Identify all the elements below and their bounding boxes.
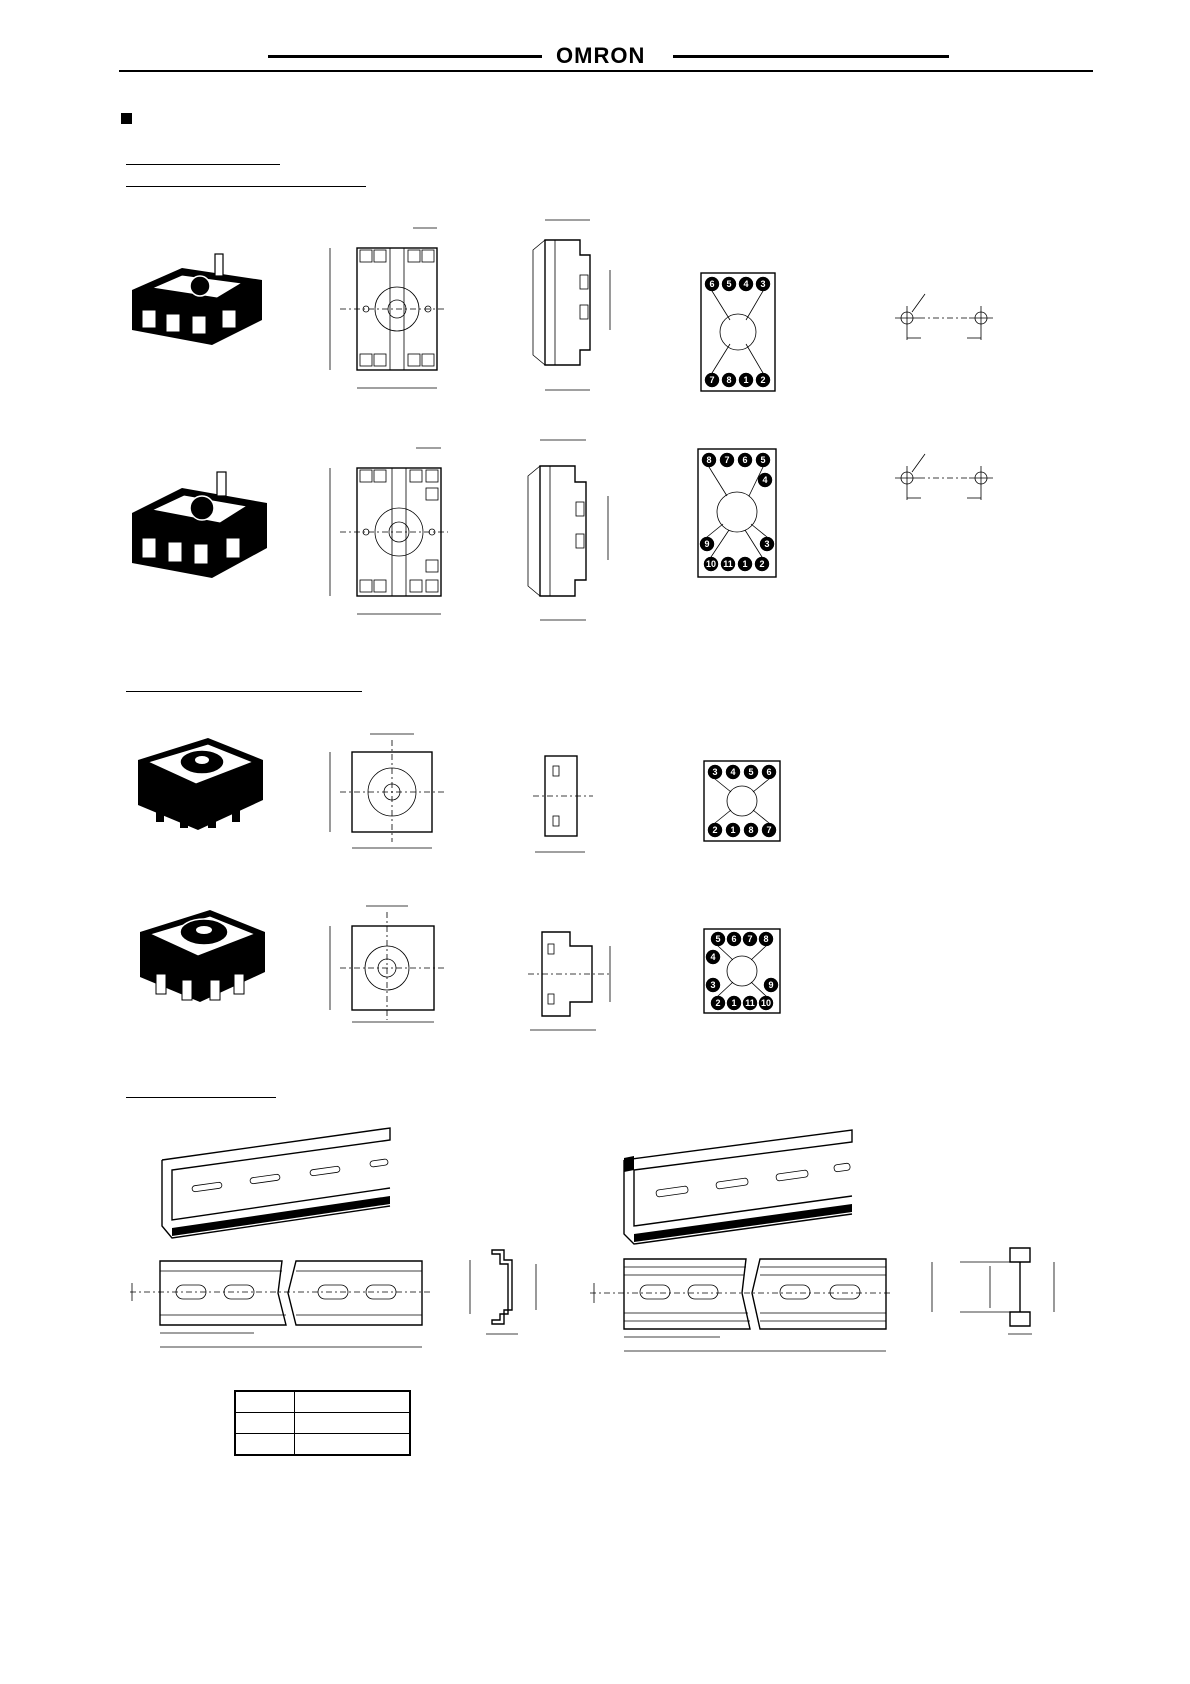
pin-label: 2 bbox=[712, 825, 718, 835]
table-row bbox=[235, 1413, 410, 1434]
pin-label: 3 bbox=[760, 279, 766, 289]
pin-label: 11 bbox=[745, 998, 755, 1008]
mounting-holes-b bbox=[885, 440, 1015, 510]
din-rail-b-perspective bbox=[612, 1130, 862, 1260]
rail-spec-table bbox=[234, 1390, 411, 1456]
pinout-b bbox=[697, 448, 777, 578]
header-rule-right bbox=[673, 55, 949, 58]
table-row bbox=[235, 1434, 410, 1456]
pin-label: 6 bbox=[742, 455, 748, 465]
pin-label: 10 bbox=[760, 998, 772, 1008]
pin-label: 8 bbox=[726, 375, 732, 385]
table-cell bbox=[235, 1434, 295, 1456]
socket-b-front-view bbox=[320, 440, 450, 630]
pin-label: 2 bbox=[760, 375, 766, 385]
table-cell bbox=[235, 1391, 295, 1413]
pinout-c bbox=[703, 760, 781, 842]
pin-label: 2 bbox=[715, 998, 721, 1008]
socket-b-side-view bbox=[520, 430, 620, 630]
pin-label: 8 bbox=[748, 825, 754, 835]
pin-label: 1 bbox=[742, 559, 748, 569]
din-rail-a-plan bbox=[120, 1255, 430, 1365]
socket-d-photo bbox=[130, 902, 270, 1012]
socket-c-side-view bbox=[525, 740, 605, 860]
socket-a-side-view bbox=[525, 210, 625, 400]
pin-label: 2 bbox=[759, 559, 765, 569]
pin-label: 11 bbox=[723, 559, 733, 569]
pin-label: 7 bbox=[724, 455, 730, 465]
section-underline-3 bbox=[126, 691, 362, 692]
header-rule-left bbox=[268, 55, 542, 58]
pin-label: 1 bbox=[730, 825, 736, 835]
section-underline-1 bbox=[126, 164, 280, 165]
pin-label: 7 bbox=[709, 375, 715, 385]
socket-c-front-view bbox=[320, 730, 450, 850]
pin-label: 9 bbox=[704, 539, 710, 549]
pin-label: 1 bbox=[743, 375, 749, 385]
din-rail-a-section bbox=[462, 1240, 552, 1340]
header-rule-full bbox=[119, 70, 1093, 72]
pin-label: 6 bbox=[709, 279, 715, 289]
pin-label: 10 bbox=[705, 559, 717, 569]
section-underline-4 bbox=[126, 1097, 276, 1098]
mounting-holes-a bbox=[885, 280, 1015, 350]
pin-label: 9 bbox=[768, 980, 774, 990]
section-bullet bbox=[121, 113, 132, 124]
pin-label: 4 bbox=[710, 952, 716, 962]
pin-label: 5 bbox=[726, 279, 732, 289]
table-row bbox=[235, 1391, 410, 1413]
table-cell bbox=[235, 1413, 295, 1434]
din-rail-b-section bbox=[920, 1240, 1070, 1340]
pin-label: 5 bbox=[748, 767, 754, 777]
pin-label: 3 bbox=[710, 980, 716, 990]
din-rail-b-plan bbox=[580, 1255, 890, 1365]
pin-label: 8 bbox=[763, 934, 769, 944]
table-cell bbox=[295, 1413, 411, 1434]
din-rail-a-perspective bbox=[150, 1128, 400, 1258]
pin-label: 1 bbox=[731, 998, 737, 1008]
pin-label: 3 bbox=[712, 767, 718, 777]
pin-label: 5 bbox=[760, 455, 766, 465]
socket-d-side-view bbox=[520, 910, 620, 1040]
pin-label: 6 bbox=[766, 767, 772, 777]
pin-label: 4 bbox=[762, 475, 768, 485]
pinout-d bbox=[703, 928, 781, 1014]
pin-label: 7 bbox=[766, 825, 772, 835]
pin-label: 7 bbox=[747, 934, 753, 944]
table-cell bbox=[295, 1391, 411, 1413]
table-cell bbox=[295, 1434, 411, 1456]
pin-label: 3 bbox=[764, 539, 770, 549]
brand-logo: OMRON bbox=[556, 43, 646, 68]
pin-label: 6 bbox=[731, 934, 737, 944]
socket-c-photo bbox=[128, 730, 268, 840]
socket-d-front-view bbox=[320, 900, 450, 1025]
socket-a-photo bbox=[122, 250, 272, 350]
pin-label: 8 bbox=[706, 455, 712, 465]
section-underline-2 bbox=[126, 186, 366, 187]
pinout-a bbox=[700, 272, 776, 392]
pin-label: 4 bbox=[743, 279, 749, 289]
pin-label: 5 bbox=[715, 934, 721, 944]
pin-label: 4 bbox=[730, 767, 736, 777]
socket-a-front-view bbox=[320, 220, 450, 400]
socket-b-photo bbox=[122, 468, 272, 588]
